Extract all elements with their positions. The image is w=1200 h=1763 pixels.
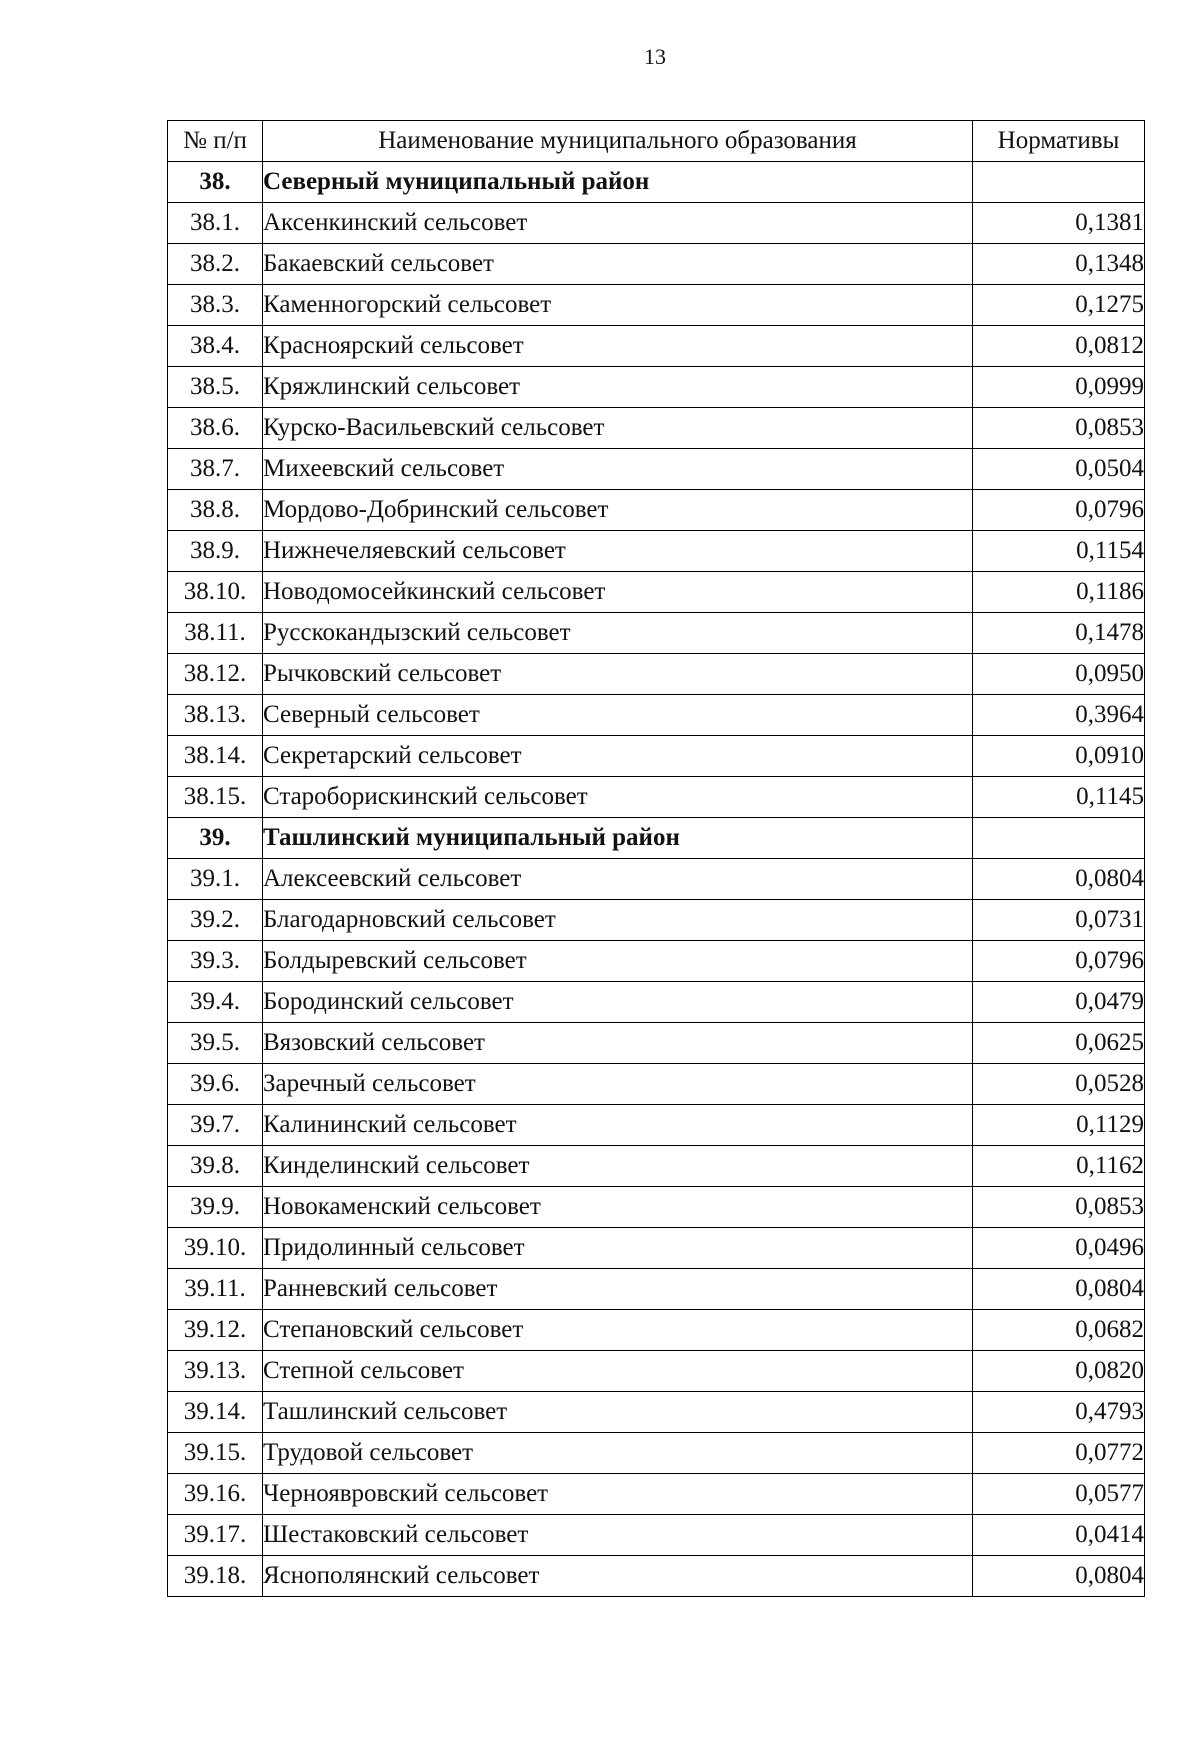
- table-row: [168, 367, 1145, 408]
- row-number: 38.4.: [168, 326, 263, 367]
- row-value: 0,1145: [973, 777, 1145, 818]
- row-number: 39.15.: [168, 1433, 263, 1474]
- row-name: Мордово-Добринский сельсовет: [263, 490, 973, 531]
- table-row: [168, 449, 1145, 490]
- table-row: [168, 1064, 1145, 1105]
- row-name: Заречный сельсовет: [263, 1064, 973, 1105]
- table-row: [168, 408, 1145, 449]
- row-number: 38.11.: [168, 613, 263, 654]
- row-name: Рычковский сельсовет: [263, 654, 973, 695]
- row-name: Болдыревский сельсовет: [263, 941, 973, 982]
- row-name: Бородинский сельсовет: [263, 982, 973, 1023]
- district-row: [168, 162, 1145, 203]
- row-name: Степановский сельсовет: [263, 1310, 973, 1351]
- table-row: [168, 1515, 1145, 1556]
- row-name: Русскокандызский сельсовет: [263, 613, 973, 654]
- row-name: Трудовой сельсовет: [263, 1433, 973, 1474]
- table-row: [168, 1187, 1145, 1228]
- row-number: 39.12.: [168, 1310, 263, 1351]
- row-number: 39.16.: [168, 1474, 263, 1515]
- row-number: 39.9.: [168, 1187, 263, 1228]
- row-number: 38.8.: [168, 490, 263, 531]
- row-name: Благодарновский сельсовет: [263, 900, 973, 941]
- row-name: Степной сельсовет: [263, 1351, 973, 1392]
- row-value: 0,0853: [973, 1187, 1145, 1228]
- row-value: [973, 818, 1145, 859]
- table-row: [168, 736, 1145, 777]
- table-row: [168, 654, 1145, 695]
- row-value: 0,1162: [973, 1146, 1145, 1187]
- header-name: Наименование муниципального образования: [263, 121, 973, 162]
- header-number: № п/п: [168, 121, 263, 162]
- row-name: Каменногорский сельсовет: [263, 285, 973, 326]
- header-value: Нормативы: [973, 121, 1145, 162]
- table-row: [168, 1351, 1145, 1392]
- row-value: 0,0812: [973, 326, 1145, 367]
- row-value: 0,0999: [973, 367, 1145, 408]
- row-name: Красноярский сельсовет: [263, 326, 973, 367]
- table-row: [168, 982, 1145, 1023]
- row-number: 39.3.: [168, 941, 263, 982]
- row-value: 0,1275: [973, 285, 1145, 326]
- row-value: 0,1478: [973, 613, 1145, 654]
- table-row: [168, 1146, 1145, 1187]
- table-row: [168, 900, 1145, 941]
- table-row: [168, 572, 1145, 613]
- row-value: 0,0504: [973, 449, 1145, 490]
- row-value: 0,0820: [973, 1351, 1145, 1392]
- table-row: [168, 1228, 1145, 1269]
- row-value: 0,0772: [973, 1433, 1145, 1474]
- row-value: 0,0804: [973, 1269, 1145, 1310]
- table-row: [168, 777, 1145, 818]
- row-name: Кряжлинский сельсовет: [263, 367, 973, 408]
- row-name: Алексеевский сельсовет: [263, 859, 973, 900]
- row-name: Староборискинский сельсовет: [263, 777, 973, 818]
- norms-table: [167, 120, 1145, 1597]
- row-name: Новодомосейкинский сельсовет: [263, 572, 973, 613]
- row-value: 0,1348: [973, 244, 1145, 285]
- row-number: 39.6.: [168, 1064, 263, 1105]
- row-name: Яснополянский сельсовет: [263, 1556, 973, 1597]
- table-body: [168, 162, 1145, 1597]
- table-row: [168, 285, 1145, 326]
- table-row: [168, 1269, 1145, 1310]
- row-name: Северный сельсовет: [263, 695, 973, 736]
- row-name: Кинделинский сельсовет: [263, 1146, 973, 1187]
- row-name: Придолинный сельсовет: [263, 1228, 973, 1269]
- row-number: 39.5.: [168, 1023, 263, 1064]
- row-name: Калининский сельсовет: [263, 1105, 973, 1146]
- row-name: Шестаковский сельсовет: [263, 1515, 973, 1556]
- row-name: Ранневский сельсовет: [263, 1269, 973, 1310]
- table-row: [168, 1310, 1145, 1351]
- table-row: [168, 326, 1145, 367]
- row-value: 0,0796: [973, 941, 1145, 982]
- row-name: Бакаевский сельсовет: [263, 244, 973, 285]
- row-name: Секретарский сельсовет: [263, 736, 973, 777]
- row-number: 38.7.: [168, 449, 263, 490]
- row-name: Ташлинский муниципальный район: [263, 818, 973, 859]
- row-number: 39.14.: [168, 1392, 263, 1433]
- row-number: 38.12.: [168, 654, 263, 695]
- row-value: 0,0910: [973, 736, 1145, 777]
- row-number: 39.8.: [168, 1146, 263, 1187]
- row-value: 0,1381: [973, 203, 1145, 244]
- table-row: [168, 244, 1145, 285]
- row-number: 38.: [168, 162, 263, 203]
- row-number: 38.6.: [168, 408, 263, 449]
- row-number: 39.4.: [168, 982, 263, 1023]
- row-number: 39.11.: [168, 1269, 263, 1310]
- row-number: 39.10.: [168, 1228, 263, 1269]
- row-number: 39.7.: [168, 1105, 263, 1146]
- row-number: 38.13.: [168, 695, 263, 736]
- row-value: 0,1154: [973, 531, 1145, 572]
- row-number: 38.2.: [168, 244, 263, 285]
- row-number: 39.13.: [168, 1351, 263, 1392]
- row-value: [973, 162, 1145, 203]
- row-value: 0,0414: [973, 1515, 1145, 1556]
- row-value: 0,0804: [973, 1556, 1145, 1597]
- row-name: Новокаменский сельсовет: [263, 1187, 973, 1228]
- row-number: 39.17.: [168, 1515, 263, 1556]
- table-row: [168, 1433, 1145, 1474]
- row-value: 0,0731: [973, 900, 1145, 941]
- row-value: 0,1129: [973, 1105, 1145, 1146]
- row-value: 0,0496: [973, 1228, 1145, 1269]
- row-number: 38.3.: [168, 285, 263, 326]
- row-value: 0,4793: [973, 1392, 1145, 1433]
- row-number: 38.10.: [168, 572, 263, 613]
- table-row: [168, 1023, 1145, 1064]
- row-number: 38.14.: [168, 736, 263, 777]
- district-row: [168, 818, 1145, 859]
- row-value: 0,0682: [973, 1310, 1145, 1351]
- table-row: [168, 695, 1145, 736]
- row-number: 38.15.: [168, 777, 263, 818]
- row-value: 0,0577: [973, 1474, 1145, 1515]
- row-value: 0,0853: [973, 408, 1145, 449]
- row-value: 0,0479: [973, 982, 1145, 1023]
- table-row: [168, 1105, 1145, 1146]
- row-number: 39.18.: [168, 1556, 263, 1597]
- row-value: 0,0950: [973, 654, 1145, 695]
- row-number: 38.9.: [168, 531, 263, 572]
- row-number: 39.2.: [168, 900, 263, 941]
- table-row: [168, 613, 1145, 654]
- table-row: [168, 1556, 1145, 1597]
- row-name: Аксенкинский сельсовет: [263, 203, 973, 244]
- table-row: [168, 1392, 1145, 1433]
- row-name: Северный муниципальный район: [263, 162, 973, 203]
- row-number: 39.: [168, 818, 263, 859]
- row-value: 0,0796: [973, 490, 1145, 531]
- table-row: [168, 490, 1145, 531]
- row-name: Ташлинский сельсовет: [263, 1392, 973, 1433]
- table-row: [168, 531, 1145, 572]
- row-value: 0,1186: [973, 572, 1145, 613]
- row-name: Черноявровский сельсовет: [263, 1474, 973, 1515]
- row-number: 38.1.: [168, 203, 263, 244]
- row-number: 38.5.: [168, 367, 263, 408]
- row-value: 0,0804: [973, 859, 1145, 900]
- row-value: 0,3964: [973, 695, 1145, 736]
- table-row: [168, 859, 1145, 900]
- row-value: 0,0625: [973, 1023, 1145, 1064]
- row-number: 39.1.: [168, 859, 263, 900]
- table-header-row: [168, 121, 1145, 162]
- row-name: Нижнечеляевский сельсовет: [263, 531, 973, 572]
- row-name: Курско-Васильевский сельсовет: [263, 408, 973, 449]
- table-row: [168, 941, 1145, 982]
- table-row: [168, 1474, 1145, 1515]
- row-name: Вязовский сельсовет: [263, 1023, 973, 1064]
- row-value: 0,0528: [973, 1064, 1145, 1105]
- page-number: 13: [644, 44, 666, 69]
- row-name: Михеевский сельсовет: [263, 449, 973, 490]
- table-row: [168, 203, 1145, 244]
